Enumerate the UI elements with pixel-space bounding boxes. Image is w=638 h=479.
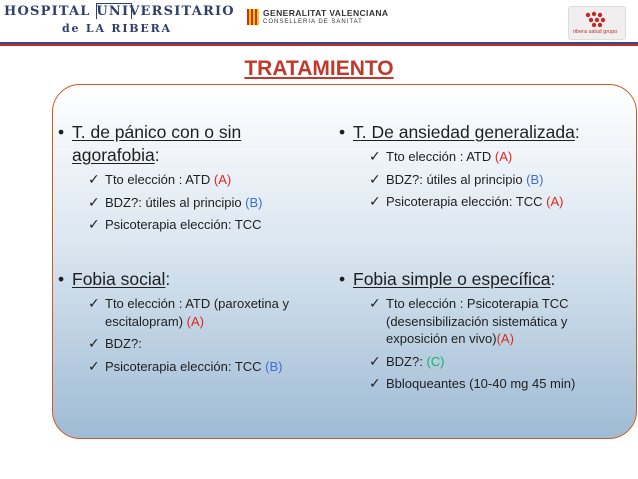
section-heading [339,121,629,144]
item-list [339,148,629,211]
item-text: BDZ?: útiles al principio [105,194,246,210]
item-text: BDZ?: [105,336,142,351]
heading-link[interactable]: T. De ansiedad generalizada [353,122,575,142]
section-fobia-simple [339,268,629,398]
list-item [88,335,314,353]
evidence-grade: (C) [426,353,445,369]
list-item [88,171,314,189]
item-text: Psicoterapia elección: TCC [386,194,547,209]
ribera-salud-icon [583,10,609,28]
slide-title: TRATAMIENTO [244,57,394,80]
heading-colon: : [574,122,580,142]
item-list [58,295,314,375]
generalitat-logo [247,8,407,32]
item-text: Tto elección : Psicoterapia TCC (desensibilización sistemática y exposición en vivo) [386,296,569,346]
section-ansiedad-generalizada [339,121,629,216]
hospital-name-line2: de LA RIBERA [62,22,172,35]
list-item [369,193,629,211]
generalitat-name: GENERALITAT VALENCIANA [263,8,389,18]
evidence-grade: (B) [526,171,544,187]
heading-link[interactable]: T. de pánico con o sin agorafobia [72,122,242,165]
evidence-grade: (A) [494,149,513,164]
item-text: Tto elección : ATD [386,149,495,164]
list-item [369,375,629,393]
section-heading [58,121,314,167]
list-item [88,194,314,212]
section-panico [58,121,314,239]
list-item [369,171,629,189]
list-item [88,358,314,376]
evidence-grade: (B) [245,194,263,210]
section-heading [58,268,314,291]
list-item [88,216,314,234]
section-heading [339,268,629,291]
list-item [88,295,314,330]
item-text: BDZ?: útiles al principio [386,171,527,187]
list-item [369,295,629,348]
heading-link[interactable]: Fobia social [72,269,166,289]
evidence-grade: (B) [265,358,283,374]
item-text: Psicoterapia elección: TCC [105,217,262,232]
header-bar [0,0,638,42]
item-text: Bbloqueantes (10-40 mg 45 min) [386,376,576,391]
hospital-name-line1: HOSPITAL UNIVERSITARIO [4,4,235,19]
ribera-salud-logo [568,6,626,40]
item-text: Psicoterapia elección: TCC [105,358,266,374]
conselleria-name: CONSELLERIA DE SANITAT [263,19,363,25]
item-text: BDZ?: [386,353,427,369]
header-rule-red [0,44,638,46]
item-text: Tto elección : ATD (paroxetina y escitalopram) [105,296,290,329]
item-text: Tto elección : ATD [105,172,214,187]
heading-colon: : [154,145,160,165]
section-fobia-social [58,268,314,380]
item-list [58,171,314,234]
list-item [369,353,629,371]
heading-colon: : [550,269,556,289]
item-list [339,295,629,393]
list-item [369,148,629,166]
heading-colon: : [165,269,171,289]
hospital-logo [4,2,235,40]
evidence-grade: (A) [496,331,514,346]
evidence-grade: (A) [186,313,204,329]
evidence-grade: (A) [546,194,564,209]
evidence-grade: (A) [213,172,232,187]
flag-icon [247,9,259,25]
heading-link[interactable]: Fobia simple o específica [353,269,551,289]
ribera-salud-text: ribera salud grupo [573,29,618,35]
